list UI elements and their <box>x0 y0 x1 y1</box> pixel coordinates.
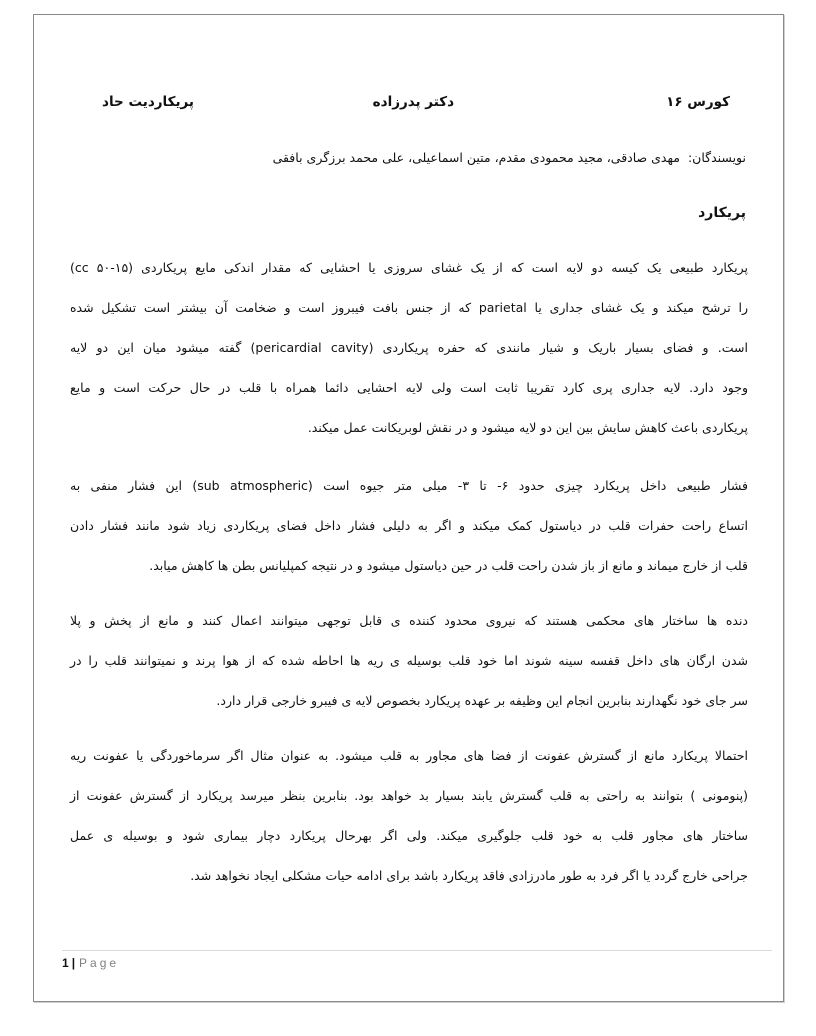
paragraph-line: پریکاردی باعث کاهش سایش بین این دو لایه میشود و در نقش لوبریکانت عمل میکند. <box>307 420 748 435</box>
authors-names: مهدی صادقی، مجید محمودی مقدم، متین اسماعیلی، علی محمد برزگری بافقی <box>272 150 680 165</box>
page-footer <box>62 956 119 970</box>
authors-line <box>66 150 746 165</box>
paragraph-line: دنده ها ساختار های محکمی هستند که نیروی محدود کننده ی قابل توجهی میتوانند اعمال کنند و مانع از پخش و پلا <box>70 613 748 628</box>
paragraph-line: فشار طبیعی داخل پریکارد چیزی حدود ۶- تا ۳- میلی متر جیوه است (sub atmospheric) این فشار منفی به <box>70 478 748 493</box>
paragraph-line: وجود دارد. لایه جداری پری کارد تقریبا ثابت است ولی لایه احشایی دائما همراه با قلب در حال حرکت است و مایع <box>70 380 748 395</box>
paragraph-line: را ترشح میکند و یک غشای جداری یا parietal که از جنس بافت فیبروز است و ضخامت آن بیشتر است تشکیل شده <box>70 300 748 315</box>
footer-divider <box>62 950 772 951</box>
authors-label: نویسندگان: <box>687 150 746 165</box>
paragraph-line: اتساع راحت حفرات قلب در دیاستول کمک میکند و اگر به دلیلی فشار داخل فضای پریکاردی زیاد شود مانند فشار دادن <box>70 518 748 533</box>
page-number: 1 <box>62 956 69 970</box>
topic-title: پریکاردیت حاد <box>102 94 194 110</box>
paragraph-line: است. و فضای بسیار باریک و شیار مانندی که حفره پریکاردی (pericardial cavity) گفته میشود میان این دو لایه <box>70 340 749 355</box>
paragraph-3 <box>70 607 748 727</box>
course-label: کورس ۱۶ <box>666 94 730 110</box>
paragraph-line: شدن ارگان های داخل قفسه سینه شوند اما خود قلب بوسیله ی ریه ها احاطه شده که از هوا پرند و نمیتوانند قلب را در <box>70 653 748 668</box>
page-word: Page <box>79 956 120 970</box>
document-header <box>80 94 730 116</box>
paragraph-2 <box>70 472 748 592</box>
paragraph-line: سر جای خود نگهدارند بنابرین انجام این وظیفه بر عهده پریکارد بخصوص لایه ی فیبرو خارجی قرار دارد. <box>216 693 748 708</box>
paragraph-line: قلب از خارج میماند و مانع از باز شدن راحت قلب در حین دیاستول میشود و در نتیجه کمپلیانس بطن ها کاهش میابد. <box>149 558 748 573</box>
paragraph-line: پریکارد طبیعی یک کیسه دو لایه است که از یک غشای سروزی یا احشایی که مقدار اندکی مایع پریکاردی (۱۵-۵۰ cc) <box>70 260 748 275</box>
paragraph-4 <box>70 742 748 902</box>
paragraph-line: احتمالا پریکارد مانع از گسترش عفونت از فضا های مجاور به قلب میشود. به عنوان مثال اگر سرماخوردگی یا عفونت ریه <box>70 748 748 763</box>
paragraph-line: جراحی خارج گردد یا اگر فرد به طور مادرزادی فاقد پریکارد باشد برای ادامه حیات مشکلی ایجاد نخواهد شد. <box>190 868 748 883</box>
paragraph-line: ساختار های مجاور قلب به خود قلب جلوگیری میکند. ولی اگر بهرحال پریکارد دچار بیماری شود و بوسیله ی عمل <box>70 828 748 843</box>
paragraph-1 <box>70 254 748 454</box>
doctor-name: دکتر پدرزاده <box>372 94 454 110</box>
section-title: پریکارد <box>698 205 746 221</box>
footer-separator: | <box>71 956 76 970</box>
paragraph-line: (پنومونی ) بتوانند به راحتی به قلب گسترش یابند بسیار بد خواهد بود. بنابرین بنظر میرسد پریکارد از گسترش عفونت از <box>70 788 748 803</box>
